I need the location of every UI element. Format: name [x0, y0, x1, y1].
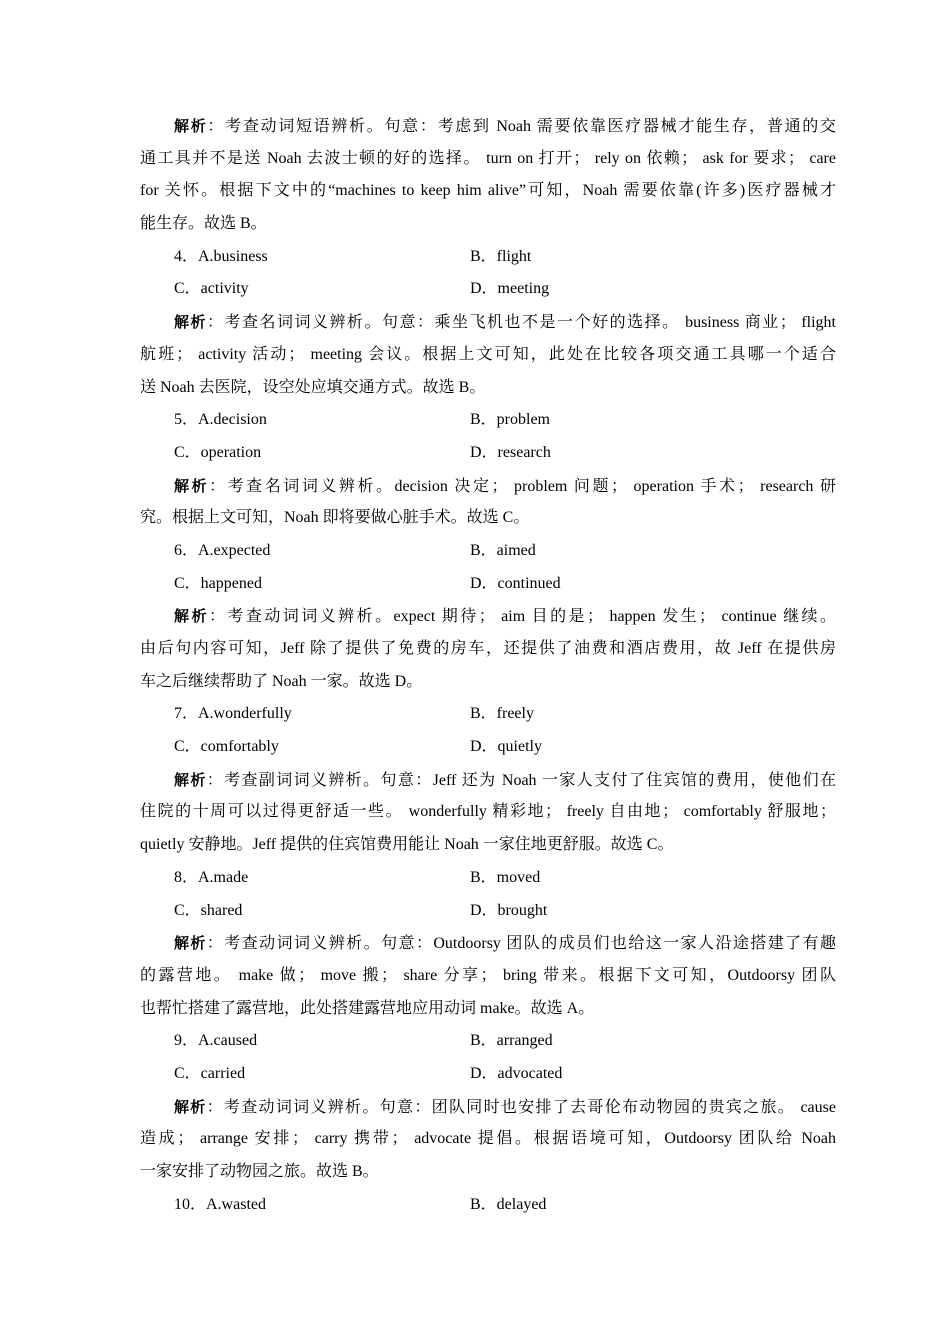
option-b: B．aimed: [470, 541, 536, 559]
option-d: D．quietly: [470, 738, 542, 756]
analysis-line: 也帮忙搭建了露营地，此处搭建露营地应用动词 make。故选 A。: [140, 999, 595, 1017]
option-c: C．happened: [174, 574, 262, 592]
question-5-options-row-2: [140, 437, 836, 470]
analysis-line: 解析：考查动词词义辨析。expect 期待； aim 目的是； happen 发生； continue 继续。: [174, 607, 836, 626]
analysis-line: 究。根据上文可知，Noah 即将要做心脏手术。故选 C。: [140, 509, 530, 527]
option-b: B．delayed: [470, 1195, 547, 1213]
option-a: 4．A.business: [174, 247, 268, 265]
option-a: 5．A.decision: [174, 411, 267, 429]
option-b: B．problem: [470, 411, 550, 429]
analysis-line: 一家安排了动物园之旅。故选 B。: [140, 1163, 379, 1180]
option-a: 7．A.wonderfully: [174, 705, 292, 723]
analysis-label: 解析: [174, 117, 208, 135]
option-d: D．brought: [470, 901, 548, 919]
analysis-line: 能生存。故选 B。: [140, 215, 267, 233]
question-8-options-row-1: [140, 862, 836, 895]
analysis-line: 住院的十周可以过得更舒适一些。 wonderfully 精彩地； freely 自由地； comfortably 舒服地；: [140, 803, 836, 821]
question-6-options-row-2: [140, 568, 836, 601]
option-a: 10．A.wasted: [174, 1195, 266, 1213]
analysis-label: 解析: [174, 476, 210, 495]
option-c: C．operation: [174, 443, 262, 461]
option-d: D．continued: [470, 574, 561, 592]
option-c: C．comfortably: [174, 738, 279, 756]
answer-analysis-page: [140, 110, 836, 1221]
option-b: B．moved: [470, 868, 541, 886]
option-d: D．meeting: [470, 280, 550, 298]
option-b: B．flight: [470, 247, 532, 265]
option-a: 6．A.expected: [174, 541, 271, 559]
analysis-label: 解析: [174, 1097, 207, 1116]
analysis-label: 解析: [174, 770, 207, 789]
question-9-options-row-1: [140, 1025, 836, 1058]
option-b: B．freely: [470, 705, 534, 723]
analysis-line: 解析：考查动词短语辨析。句意：考虑到 Noah 需要依靠医疗器械才能生存，普通的交: [174, 117, 836, 135]
analysis-line: 解析：考查动词词义辨析。句意：团队同时也安排了去哥伦布动物园的贵宾之旅。 cause: [174, 1097, 836, 1116]
question-9-options-row-2: [140, 1058, 836, 1091]
option-c: C．carried: [174, 1064, 246, 1082]
question-8-options-row-2: [140, 895, 836, 928]
question-7-options-row-1: [140, 698, 836, 731]
analysis-line: 解析：考查副词词义辨析。句意：Jeff 还为 Noah 一家人支付了住宾馆的费用，使他们在: [174, 770, 836, 789]
analysis-line: 解析：考查名词词义辨析。decision 决定； problem 问题； operation 手术； research 研: [174, 476, 836, 495]
analysis-line: 造成； arrange 安排； carry 携带； advocate 提倡。根据语境可知，Outdoorsy 团队给 Noah: [140, 1130, 836, 1148]
analysis-label: 解析: [174, 313, 208, 332]
option-c: C．shared: [174, 901, 243, 919]
analysis-line: 的露营地。 make 做； move 搬； share 分享； bring 带来。根据下文可知，Outdoorsy 团队: [140, 966, 836, 984]
analysis-line: 解析：考查名词词义辨析。句意：乘坐飞机也不是一个好的选择。 business 商业； flight: [174, 313, 836, 332]
analysis-line: 送 Noah 去医院，设空处应填交通方式。故选 B。: [140, 378, 486, 396]
question-5-options-row-1: [140, 404, 836, 437]
analysis-label: 解析: [174, 607, 209, 626]
analysis-line: 航班； activity 活动； meeting 会议。根据上文可知，此处在比较各项交通工具哪一个适合: [140, 345, 836, 363]
question-10-options-row-1: [140, 1189, 836, 1222]
question-6-options-row-1: [140, 535, 836, 568]
option-c: C．activity: [174, 280, 249, 298]
question-4-options-row-2: [140, 273, 836, 306]
analysis-line: 由后句内容可知，Jeff 除了提供了免费的房车，还提供了油费和酒店费用，故 Jeff 在提供房: [140, 640, 836, 657]
analysis-line: for 关怀。根据下文中的“machines to keep him alive”可知，Noah 需要依靠(许多)医疗器械才: [140, 182, 836, 200]
analysis-line: 通工具并不是送 Noah 去波士顿的好的选择。 turn on 打开； rely on 依赖； ask for 要求； care: [140, 149, 836, 167]
analysis-line: 解析：考查动词词义辨析。句意：Outdoorsy 团队的成员们也给这一家人沿途搭建了有趣: [174, 934, 836, 953]
option-a: 8．A.made: [174, 868, 249, 886]
option-b: B．arranged: [470, 1032, 553, 1050]
option-d: D．research: [470, 443, 551, 461]
analysis-label: 解析: [174, 934, 207, 953]
analysis-line: quietly 安静地。Jeff 提供的住宾馆费用能让 Noah 一家住地更舒服。故选 C。: [140, 836, 674, 854]
question-4-options-row-1: [140, 241, 836, 274]
option-a: 9．A.caused: [174, 1032, 258, 1050]
question-7-options-row-2: [140, 731, 836, 764]
option-d: D．advocated: [470, 1064, 563, 1082]
analysis-line: 车之后继续帮助了 Noah 一家。故选 D。: [140, 672, 423, 690]
